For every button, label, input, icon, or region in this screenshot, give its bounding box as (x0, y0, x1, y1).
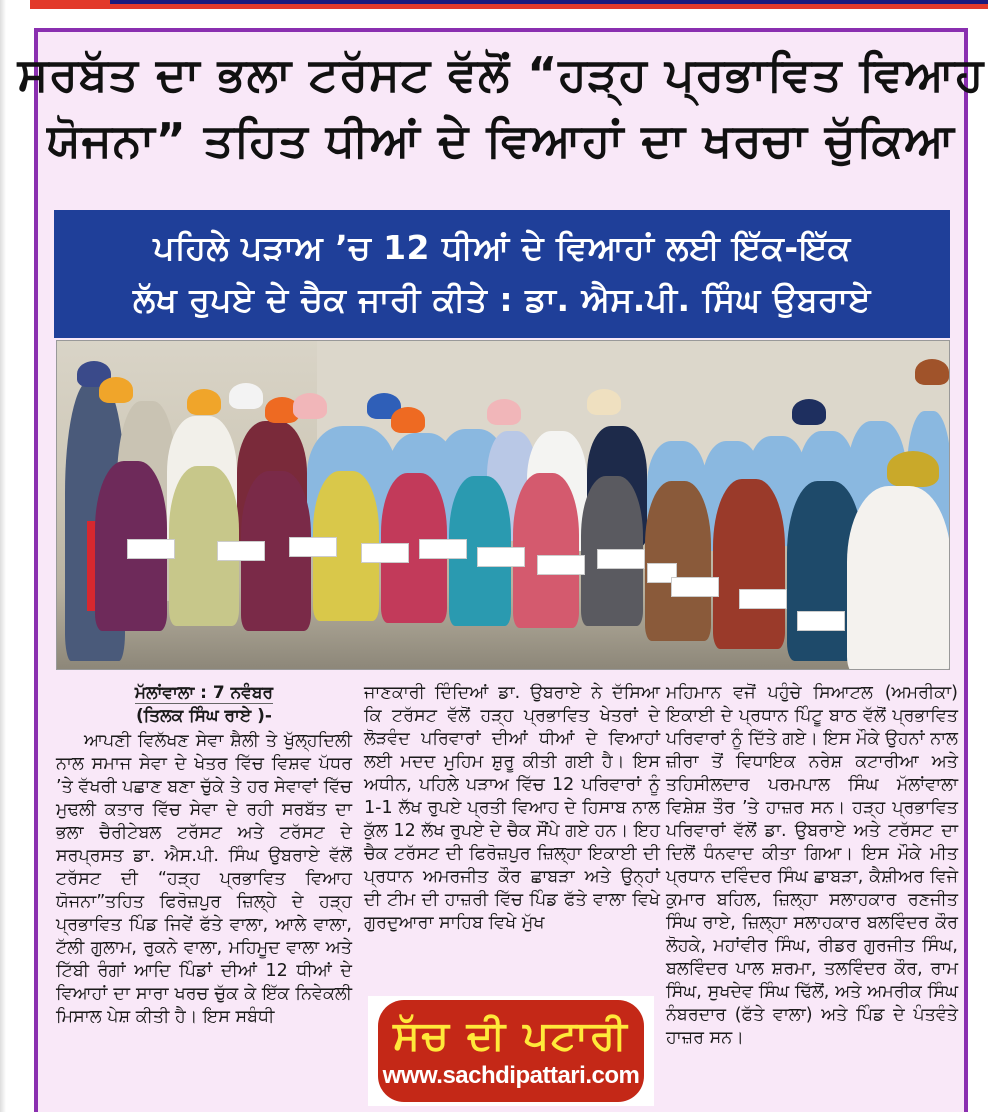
headline (17, 32, 985, 182)
article-frame (17, 28, 985, 1112)
byline: (ਤਿਲਕ ਸਿੰਘ ਰਾਏ )- (136, 706, 272, 726)
masthead-bar (30, 0, 988, 9)
photo-seated-woman (713, 479, 785, 649)
subheadline-line-2: ਲੱਖ ਰੁਪਏ ਦੇ ਚੈਕ ਜਾਰੀ ਕੀਤੇ : ਡਾ. ਐਸ.ਪੀ. ਸਿੰਘ ਉਬਰਾਏ (133, 280, 871, 319)
headline-line-2: ਯੋਜਨਾ” ਤਹਿਤ ਧੀਆਂ ਦੇ ਵਿਆਹਾਂ ਦਾ ਖਰਚਾ ਚੁੱਕਿਆ (46, 113, 956, 167)
publisher-logo[interactable] (368, 996, 654, 1106)
photo-turban (587, 389, 621, 415)
photo-cheque (671, 577, 719, 597)
photo-cheque (217, 541, 265, 561)
photo-cheque (797, 611, 845, 631)
photo-cheque (289, 537, 337, 557)
logo-url-link[interactable]: www.sachdipattari.com (382, 1062, 640, 1089)
photo-cheque (537, 555, 585, 575)
photo-cheque (477, 547, 525, 567)
masthead-navy-stripe (110, 0, 988, 4)
photo-turban (887, 451, 939, 487)
photo-turban (792, 399, 826, 425)
article-column-1 (56, 682, 352, 1029)
article-paragraph: ਮਹਿਮਾਨ ਵਜੋਂ ਪਹੁੰਚੇ ਸਿਆਟਲ (ਅਮਰੀਕਾ) ਇਕਾਈ ਦੇ ਪ੍ਰਧਾਨ ਪਿੰਟੂ ਬਾਠ ਵੱਲੋਂ ਪ੍ਰਭਾਵਿਤ ਪਰਿਵਾਰਾਂ ਨੂੰ ਦਿੱਤੇ ਗਏ। ਇਸ ਮੌਕੇ ਉਹਨਾਂ ਨਾਲ ਜ਼ੀਰਾ ਤੋਂ ਵਿਧਾਇਕ ਨਰੇਸ਼ ਕਟਾਰੀਆ ਅਤੇ ਤਹਿਸੀਲਦਾਰ ਪਰਮਪਾਲ ਸਿੰਘ ਮੱਲਾਂਵਾਲਾ ਵਿਸ਼ੇਸ਼ ਤੌਰ ’ਤੇ ਹਾਜ਼ਰ ਸਨ। ਹੜ੍ਹ ਪ੍ਰਭਾਵਿਤ ਪਰਿਵਾਰਾਂ ਵੱਲੋਂ ਡਾ. ਉਬਰਾਏ ਅਤੇ ਟਰੱਸਟ ਦਾ ਦਿਲੋਂ ਧੰਨਵਾਦ ਕੀਤਾ ਗਿਆ। ਇਸ ਮੌਕੇ ਮੀਤ ਪ੍ਰਧਾਨ ਦਵਿੰਦਰ ਸਿੰਘ ਛਾਬੜਾ, ਕੈਸ਼ੀਅਰ ਵਿਜੇ ਕੁਮਾਰ ਬਹਿਲ, ਜ਼ਿਲ੍ਹਾ ਸਲਾਹਕਾਰ ਰਣਜੀਤ ਸਿੰਘ ਰਾਏ, ਜ਼ਿਲ੍ਹਾ ਸਲਾਹਕਾਰ ਬਲਵਿੰਦਰ ਕੌਰ ਲੋਹਕੇ, ਮਹਾਂਵੀਰ ਸਿੰਘ, ਰੀਡਰ ਗੁਰਜੀਤ ਸਿੰਘ, ਬਲਵਿੰਦਰ ਪਾਲ ਸ਼ਰਮਾ, ਤਲਵਿੰਦਰ ਕੌਰ, ਰਾਮ ਸਿੰਘ, ਸੁਖਦੇਵ ਸਿੰਘ ਢਿੱਲੋਂ, ਅਤੇ ਅਮਰੀਕ ਸਿੰਘ ਨੰਬਰਦਾਰ (ਫੱਤੇ ਵਾਲਾ) ਅਤੇ ਪਿੰਡ ਦੇ ਪੰਤਵੰਤੇ ਹਾਜ਼ਰ ਸਨ। (666, 683, 958, 1048)
logo-title: ਸੱਚ ਦੀ ਪਟਾਰੀ (393, 1013, 629, 1059)
article-paragraph: ਜਾਣਕਾਰੀ ਦਿੰਦਿਆਂ ਡਾ. ਉਬਰਾਏ ਨੇ ਦੱਸਿਆ ਕਿ ਟਰੱਸਟ ਵੱਲੋਂ ਹੜ੍ਹ ਪ੍ਰਭਾਵਿਤ ਖੇਤਰਾਂ ਦੇ ਲੋੜਵੰਦ ਪਰਿਵਾਰਾਂ ਦੀਆਂ ਧੀਆਂ ਦੇ ਵਿਆਹਾਂ ਲਈ ਮਦਦ ਮੁਹਿਮ ਸ਼ੁਰੂ ਕੀਤੀ ਗਈ ਹੈ। ਇਸ ਅਧੀਨ, ਪਹਿਲੇ ਪੜਾਅ ਵਿੱਚ 12 ਪਰਿਵਾਰਾਂ ਨੂੰ 1-1 ਲੱਖ ਰੁਪਏ ਪ੍ਰਤੀ ਵਿਆਹ ਦੇ ਹਿਸਾਬ ਨਾਲ ਕੁੱਲ 12 ਲੱਖ ਰੁਪਏ ਦੇ ਚੈਕ ਸੌਂਪੇ ਗਏ ਹਨ। ਇਹ ਚੈਕ ਟਰੱਸਟ ਦੀ ਫਿਰੋਜ਼ਪੁਰ ਜ਼ਿਲ੍ਹਾ ਇਕਾਈ ਦੀ ਪ੍ਰਧਾਨ ਅਮਰਜੀਤ ਕੌਰ ਛਾਬੜਾ ਅਤੇ ਉਨ੍ਹਾਂ ਦੀ ਟੀਮ ਦੀ ਹਾਜ਼ਰੀ ਵਿੱਚ ਪਿੰਡ ਫੱਤੇ ਵਾਲਾ ਵਿਖੇ ਗੁਰਦੁਆਰਾ ਸਾਹਿਬ ਵਿਖੇ ਮੁੱਖ (364, 683, 660, 933)
article-paragraph: ਆਪਣੀ ਵਿਲੱਖਣ ਸੇਵਾ ਸ਼ੈਲੀ ਤੇ ਖੁੱਲ੍ਹਦਿਲੀ ਨਾਲ ਸਮਾਜ ਸੇਵਾ ਦੇ ਖੇਤਰ ਵਿੱਚ ਵਿਸ਼ਵ ਪੱਧਰ ’ਤੇ ਵੱਖਰੀ ਪਛਾਣ ਬਣਾ ਚੁੱਕੇ ਤੇ ਹਰ ਸੇਵਾਵਾਂ ਵਿੱਚ ਮੁਢਲੀ ਕਤਾਰ ਵਿੱਚ ਸੇਵਾ ਦੇ ਰਹੀ ਸਰਬੱਤ ਦਾ ਭਲਾ ਚੈਰੀਟੇਬਲ ਟਰੱਸਟ ਅਤੇ ਟਰੱਸਟ ਦੇ ਸਰਪ੍ਰਸਤ ਡਾ. ਐਸ.ਪੀ. ਸਿੰਘ ਉਬਰਾਏ ਵੱਲੋਂ ਟਰੱਸਟ ਦੀ “ਹੜ੍ਹ ਪ੍ਰਭਾਵਿਤ ਵਿਆਹ ਯੋਜਨਾ”ਤਹਿਤ ਫਿਰੋਜ਼ਪੁਰ ਜ਼ਿਲ੍ਹੇ ਦੇ ਹੜ੍ਹ ਪ੍ਰਭਾਵਿਤ ਪਿੰਡ ਜਿਵੇਂ ਫੱਤੇ ਵਾਲਾ, ਆਲੇ ਵਾਲਾ, ਟੱਲੀ ਗੁਲਾਮ, ਰੁਕਨੇ ਵਾਲਾ, ਮਹਿਮੂਦ ਵਾਲਾ ਅਤੇ ਟਿੱਬੀ ਰੰਗਾਂ ਆਦਿ ਪਿੰਡਾਂ ਦੀਆਂ 12 ਧੀਆਂ ਦੇ ਵਿਆਹਾਂ ਦਾ ਸਾਰਾ ਖਰਚ ਚੁੱਕ ਕੇ ਇੱਕ ਨਿਵੇਕਲੀ ਮਿਸਾਲ ਪੇਸ਼ ਕੀਤੀ ਹੈ। ਇਸ ਸਬੰਧੀ (56, 731, 352, 1027)
page-edge (0, 0, 6, 1112)
photo-turban (293, 393, 327, 419)
group-photo (56, 340, 950, 670)
photo-cheque (597, 549, 645, 569)
photo-cheque (127, 539, 175, 559)
article-column-2 (364, 682, 660, 935)
photo-turban (391, 407, 425, 433)
article-column-3 (666, 682, 958, 1050)
photo-turban (99, 377, 133, 403)
dateline (56, 682, 352, 705)
photo-cheque (739, 589, 787, 609)
photo-cheque (419, 539, 467, 559)
photo-turban (915, 359, 949, 385)
logo-badge (378, 1000, 644, 1102)
photo-turban (229, 383, 263, 409)
photo-turban (487, 399, 521, 425)
subheadline-banner (54, 210, 950, 338)
subheadline-line-1: ਪਹਿਲੇ ਪੜਾਅ ’ਚ 12 ਧੀਆਂ ਦੇ ਵਿਆਹਾਂ ਲਈ ਇੱਕ-ਇੱਕ (153, 228, 851, 267)
dateline-text: ਮੱਲਾਂਵਾਲਾ : 7 ਨਵੰਬਰ (134, 683, 274, 703)
photo-seated-woman (645, 481, 711, 641)
photo-turban (187, 389, 221, 415)
headline-line-1: ਸਰਬੱਤ ਦਾ ਭਲਾ ਟਰੱਸਟ ਵੱਲੋਂ “ਹੜ੍ਹ ਪ੍ਰਭਾਵਿਤ ਵਿਆਹ (17, 47, 985, 101)
photo-seated-man (847, 486, 950, 670)
photo-cheque (361, 543, 409, 563)
